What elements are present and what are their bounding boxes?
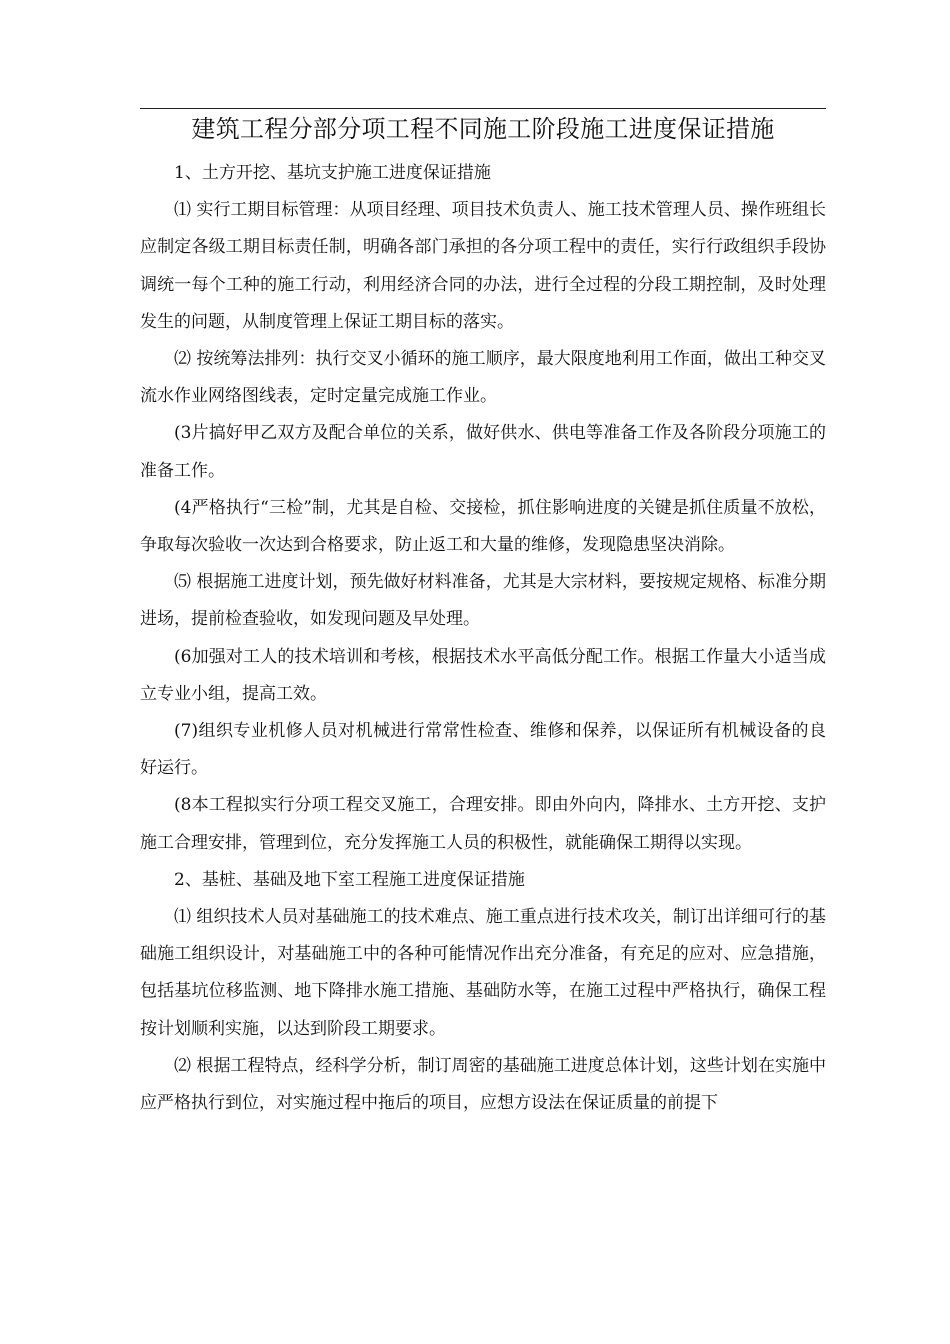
document-title: 建筑工程分部分项工程不同施工阶段施工进度保证措施 [191, 115, 775, 143]
section-heading-2: 2、基桩、基础及地下室工程施工进度保证措施 [174, 869, 525, 890]
paragraph-1-7: (7)组织专业机修人员对机械进行常常性检查、维修和保养，以保证所有机械设备的良好运行。 [140, 721, 826, 779]
document-body [140, 155, 826, 1122]
paragraph-2-2: ⑵ 根据工程特点，经科学分析，制订周密的基础施工进度总体计划，这些计划在实施中应严格执行到位，对实施过程中拖后的项目，应想方设法在保证质量的前提下 [140, 1055, 826, 1114]
paragraph-1-1: ⑴ 实行工期目标管理：从项目经理、项目技术负责人、施工技术管理人员、操作班组长应制定各级工期目标责任制，明确各部门承担的各分项工程中的责任，实行行政组织手段协调统一每个工种的施工行动，利用经济合同的办法，进行全过程的分段工期控制，及时处理发生的问题，从制度管理上保证工期目标的落实。 [140, 200, 826, 332]
section-heading-1: 1、土方开挖、基坑支护施工进度保证措施 [174, 163, 491, 183]
header-rule [140, 108, 826, 109]
paragraph-1-5: ⑸ 根据施工进度计划，预先做好材料准备，尤其是大宗材料，要按规定规格、标准分期进场，提前检查验收，如发现问题及早处理。 [140, 572, 826, 630]
paragraph-1-2: ⑵ 按统筹法排列：执行交叉小循环的施工顺序，最大限度地利用工作面，做出工种交叉流水作业网络图线表，定时定量完成施工作业。 [140, 349, 826, 407]
paragraph-1-8: (8本工程拟实行分项工程交叉施工，合理安排。即由外向内，降排水、土方开挖、支护施工合理安排，管理到位，充分发挥施工人员的积极性，就能确保工期得以实现。 [140, 795, 826, 853]
paragraph-1-4: (4严格执行“三检”制，尤其是自检、交接检，抓住影响进度的关键是抓住质量不放松，争取每次验收一次达到合格要求，防止返工和大量的维修，发现隐患坚决消除。 [140, 497, 826, 556]
paragraph-2-1: ⑴ 组织技术人员对基础施工的技术难点、施工重点进行技术攻关，制订出详细可行的基础施工组织设计，对基础施工中的各种可能情况作出充分准备，有充足的应对、应急措施，包括基坑位移监测、地下降排水施工措施、基础防水等，在施工过程中严格执行，确保工程按计划顺利实施，以达到阶段工期要求。 [140, 907, 826, 1039]
paragraph-1-6: (6加强对工人的技术培训和考核，根据技术水平高低分配工作。根据工作量大小适当成立专业小组，提高工效。 [140, 646, 826, 704]
paragraph-1-3: (3片搞好甲乙双方及配合单位的关系，做好供水、供电等准备工作及各阶段分项施工的准备工作。 [140, 423, 826, 481]
